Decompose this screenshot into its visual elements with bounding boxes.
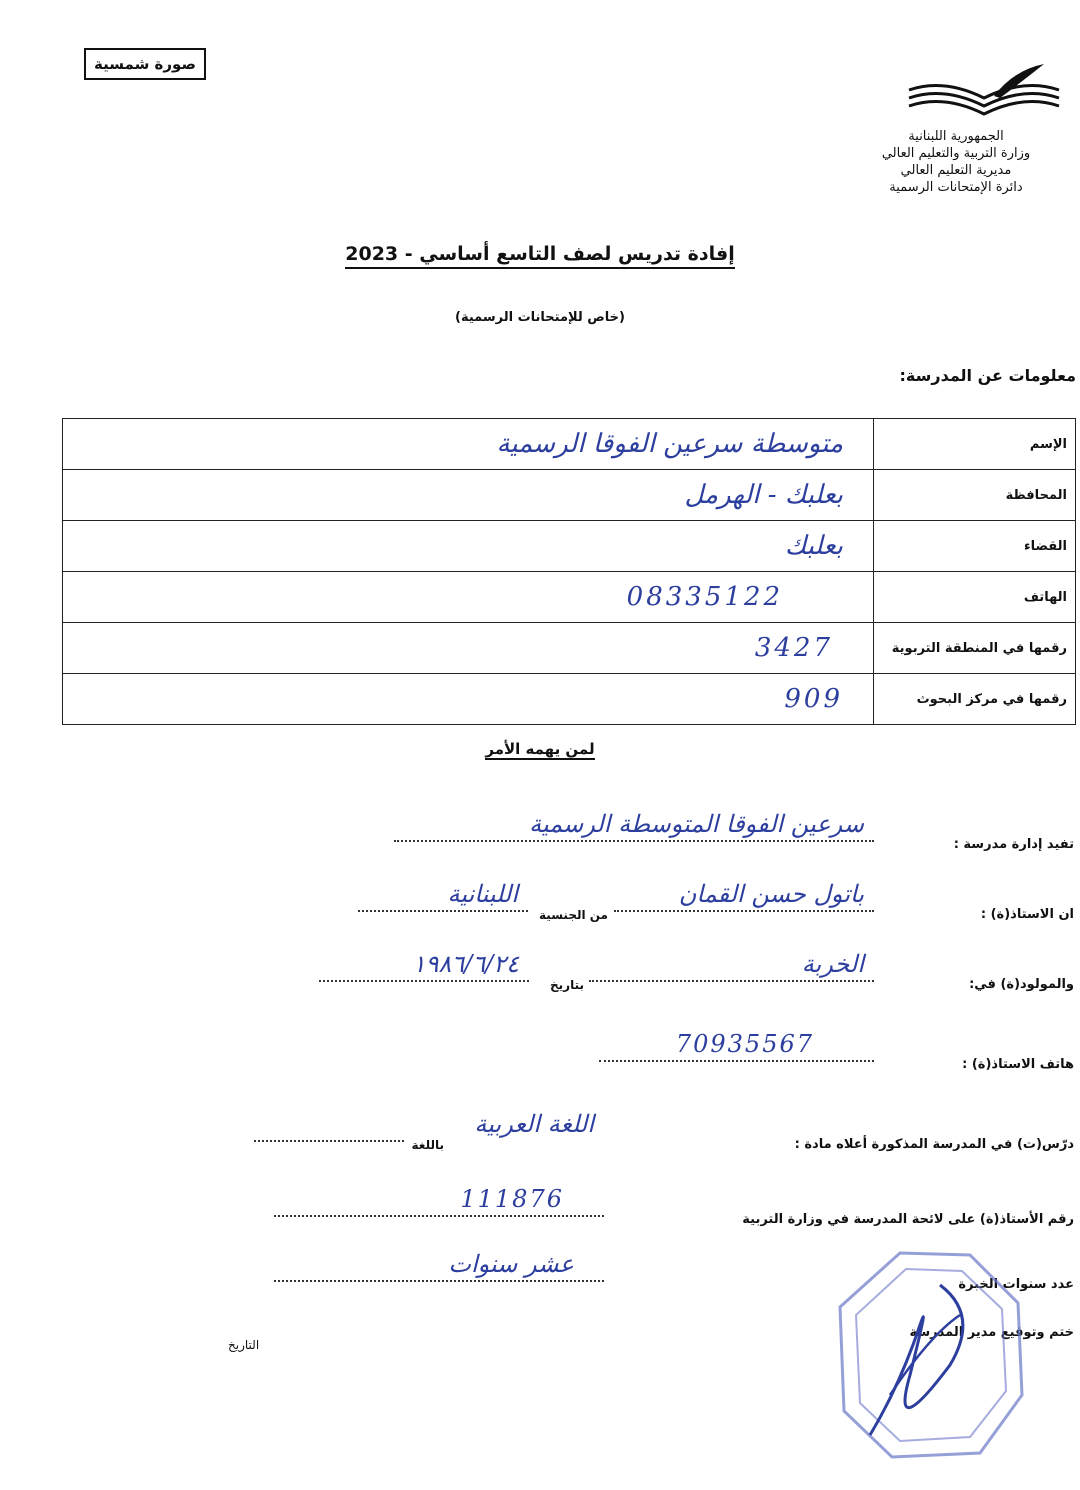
date-label: بتاريخ — [550, 978, 584, 992]
row-value-research-center-number: 909 — [63, 674, 874, 725]
ministry-logo-icon — [904, 60, 1064, 122]
register-label: رقم الأستاذ(ة) على لائحة المدرسة في وزارة التربية — [742, 1212, 1074, 1227]
register-row — [4, 1175, 1074, 1235]
school-admin-value: سرعين الفوقا المتوسطة الرسمية — [529, 810, 864, 838]
subject-label: درّس(ت) في المدرسة المذكورة أعلاه مادة : — [794, 1137, 1074, 1152]
row-label-district: القضاء — [874, 521, 1076, 572]
row-value-name: متوسطة سرعين الفوقا الرسمية — [63, 419, 874, 470]
ministry-header — [846, 128, 1066, 196]
photo-label: صورة شمسية — [94, 55, 196, 73]
table-row — [63, 470, 1076, 521]
row-label-research-center-number: رقمها في مركز البحوث — [874, 674, 1076, 725]
ministry-line-4: دائرة الإمتحانات الرسمية — [889, 180, 1023, 195]
row-label-phone: الهاتف — [874, 572, 1076, 623]
experience-field — [274, 1240, 604, 1282]
row-value-governorate: بعلبك - الهرمل — [63, 470, 874, 521]
nationality-value: اللبنانية — [447, 880, 518, 908]
ministry-line-3: مديرية التعليم العالي — [900, 163, 1012, 178]
school-info-table — [62, 418, 1076, 725]
row-value-edu-zone-number: 3427 — [63, 623, 874, 674]
teacher-row — [4, 870, 1074, 930]
school-admin-row — [4, 800, 1074, 860]
row-value-district: بعلبك — [63, 521, 874, 572]
row-label-governorate: المحافظة — [874, 470, 1076, 521]
row-label-name: الإسم — [874, 419, 1076, 470]
ministry-line-1: الجمهورية اللبنانية — [908, 129, 1004, 144]
subject-field — [444, 1100, 604, 1140]
document-subtitle: (خاص للإمتحانات الرسمية) — [455, 310, 625, 325]
row-label-edu-zone-number: رقمها في المنطقة التربوية — [874, 623, 1076, 674]
teacher-phone-row — [4, 1020, 1074, 1080]
table-row — [63, 572, 1076, 623]
teacher-phone-value: 70935567 — [675, 1030, 814, 1058]
teacher-label: ان الاستاذ(ة) : — [980, 907, 1074, 922]
photo-label-box — [84, 48, 206, 80]
nationality-field — [358, 870, 528, 912]
subject-value: اللغة العربية — [474, 1110, 594, 1138]
section-heading-school: معلومات عن المدرسة: — [899, 366, 1076, 385]
experience-label: عدد سنوات الخبرة — [958, 1277, 1074, 1292]
teacher-field — [614, 870, 874, 912]
ministry-line-2: وزارة التربية والتعليم العالي — [881, 146, 1031, 161]
school-admin-label: تفيد إدارة مدرسة : — [953, 837, 1074, 852]
birth-row — [4, 940, 1074, 1000]
subject-row — [4, 1100, 1074, 1160]
register-value: 111876 — [460, 1185, 564, 1213]
table-row — [63, 623, 1076, 674]
birth-date-field — [319, 940, 529, 982]
table-row — [63, 521, 1076, 572]
born-field — [589, 940, 874, 982]
born-value: الخربة — [801, 950, 864, 978]
teacher-phone-label: هاتف الاستاذ(ة) : — [962, 1057, 1074, 1072]
teacher-value: باتول حسن القمان — [678, 880, 864, 908]
experience-value: عشر سنوات — [448, 1250, 574, 1278]
language-field — [254, 1100, 404, 1142]
teacher-phone-field — [599, 1020, 874, 1062]
document-title: إفادة تدريس لصف التاسع أساسي - 2023 — [0, 243, 1080, 265]
table-row — [63, 674, 1076, 725]
register-field — [274, 1175, 604, 1217]
school-admin-field — [394, 800, 874, 842]
signature-label: ختم وتوقيع مدير المدرسة — [909, 1325, 1074, 1340]
nationality-label: من الجنسية — [539, 908, 608, 922]
school-seal-icon — [830, 1245, 1030, 1465]
row-value-phone: 08335122 — [63, 572, 874, 623]
birth-date-value: ١٩٨٦/٦/٢٤ — [412, 950, 519, 978]
table-row — [63, 419, 1076, 470]
date-footer-label: التاريخ — [228, 1338, 260, 1352]
to-whom-heading: لمن يهمه الأمر — [485, 740, 595, 758]
language-label: باللغة — [411, 1138, 444, 1152]
born-label: والمولود(ة) في: — [969, 977, 1074, 992]
